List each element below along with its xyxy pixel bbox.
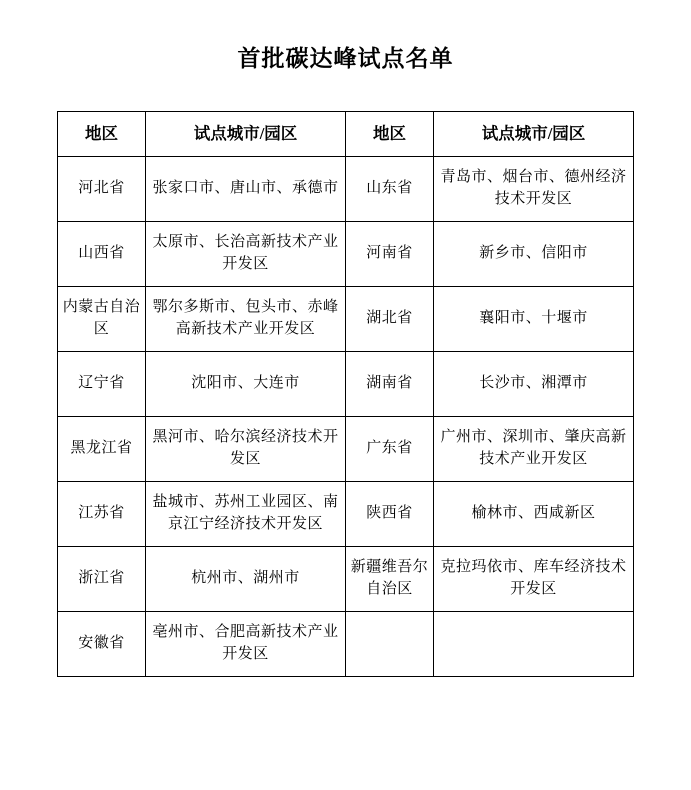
cell-region-empty: [346, 611, 434, 676]
table-container: [0, 73, 691, 677]
table-row: [58, 221, 634, 286]
cell-region: 湖南省: [346, 351, 434, 416]
table-row: [58, 611, 634, 676]
cell-cities: 张家口市、唐山市、承德市: [146, 156, 346, 221]
table-body: [58, 156, 634, 676]
column-header-cities-right: 试点城市/园区: [434, 111, 634, 156]
cell-region: 辽宁省: [58, 351, 146, 416]
cell-cities-empty: [434, 611, 634, 676]
cell-region: 湖北省: [346, 286, 434, 351]
table-row: [58, 481, 634, 546]
cell-region: 江苏省: [58, 481, 146, 546]
cell-region: 黑龙江省: [58, 416, 146, 481]
cell-region: 河南省: [346, 221, 434, 286]
cell-region: 山东省: [346, 156, 434, 221]
cell-region: 内蒙古自治区: [58, 286, 146, 351]
table-row: [58, 286, 634, 351]
cell-region: 新疆维吾尔自治区: [346, 546, 434, 611]
cell-cities: 鄂尔多斯市、包头市、赤峰高新技术产业开发区: [146, 286, 346, 351]
cell-cities: 长沙市、湘潭市: [434, 351, 634, 416]
pilot-list-table: [57, 111, 634, 677]
cell-cities: 广州市、深圳市、肇庆高新技术产业开发区: [434, 416, 634, 481]
page-title: 首批碳达峰试点名单: [237, 46, 454, 71]
cell-cities: 青岛市、烟台市、德州经济技术开发区: [434, 156, 634, 221]
cell-region: 陕西省: [346, 481, 434, 546]
cell-cities: 克拉玛依市、库车经济技术开发区: [434, 546, 634, 611]
table-header: [58, 111, 634, 156]
cell-cities: 黑河市、哈尔滨经济技术开发区: [146, 416, 346, 481]
table-row: [58, 546, 634, 611]
column-header-region-left: 地区: [58, 111, 146, 156]
cell-cities: 亳州市、合肥高新技术产业开发区: [146, 611, 346, 676]
cell-cities: 新乡市、信阳市: [434, 221, 634, 286]
table-row: [58, 416, 634, 481]
cell-region: 河北省: [58, 156, 146, 221]
cell-region: 山西省: [58, 221, 146, 286]
column-header-region-right: 地区: [346, 111, 434, 156]
cell-cities: 沈阳市、大连市: [146, 351, 346, 416]
cell-cities: 太原市、长治高新技术产业开发区: [146, 221, 346, 286]
table-row: [58, 351, 634, 416]
cell-cities: 盐城市、苏州工业园区、南京江宁经济技术开发区: [146, 481, 346, 546]
table-row: [58, 156, 634, 221]
cell-region: 浙江省: [58, 546, 146, 611]
cell-cities: 榆林市、西咸新区: [434, 481, 634, 546]
cell-region: 安徽省: [58, 611, 146, 676]
column-header-cities-left: 试点城市/园区: [146, 111, 346, 156]
cell-cities: 襄阳市、十堰市: [434, 286, 634, 351]
table-header-row: [58, 111, 634, 156]
cell-cities: 杭州市、湖州市: [146, 546, 346, 611]
cell-region: 广东省: [346, 416, 434, 481]
